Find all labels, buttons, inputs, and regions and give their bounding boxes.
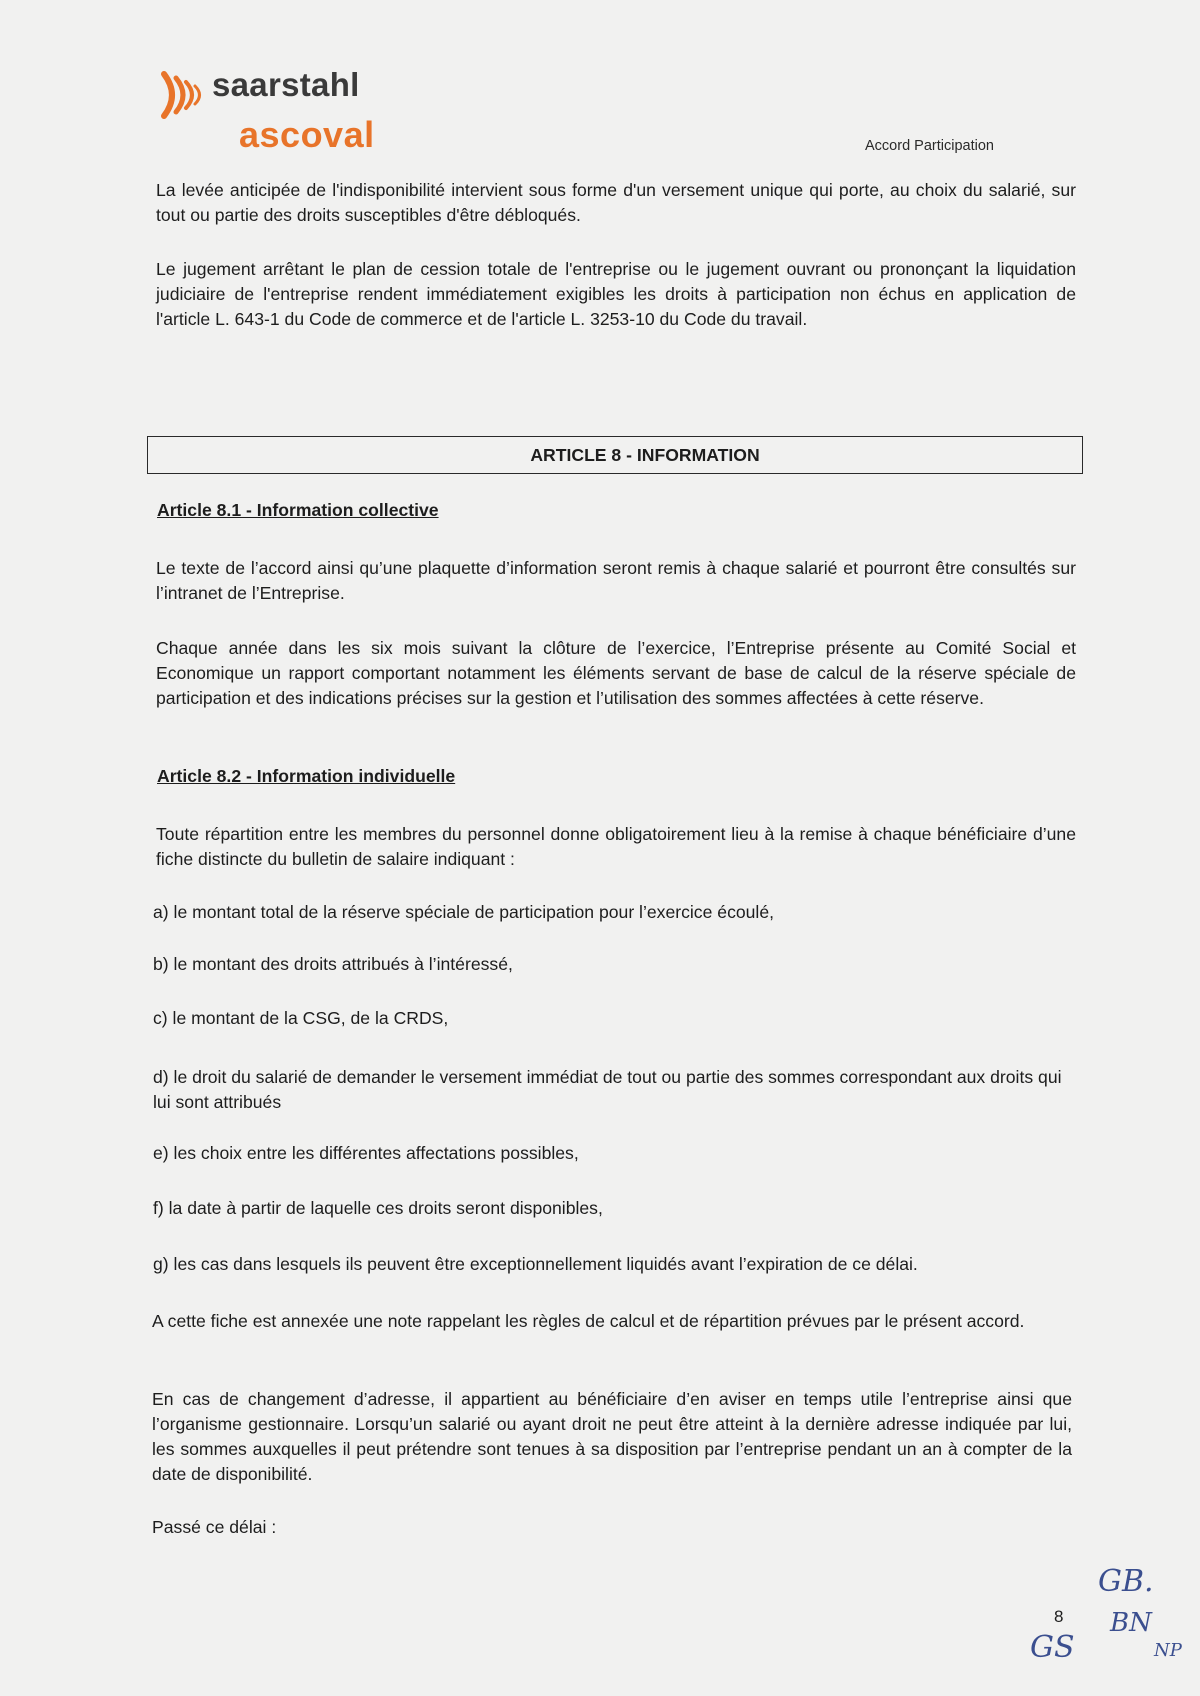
list-item-d: d) le droit du salarié de demander le versement immédiat de tout ou partie des sommes correspondant aux droits qui lui sont attribués xyxy=(153,1067,1062,1112)
article-title-box xyxy=(147,436,1083,474)
list-item-c: c) le montant de la CSG, de la CRDS, xyxy=(153,1008,449,1028)
handwritten-initials-np: NP xyxy=(1154,1640,1182,1661)
paragraph-collective-1: Le texte de l’accord ainsi qu’une plaquette d’information seront remis à chaque salarié et pourront être consultés sur l’intranet de l’Entreprise. xyxy=(156,558,1076,603)
subheading-information-individuelle: Article 8.2 - Information individuelle xyxy=(157,766,456,786)
handwritten-initials-bn: BN xyxy=(1110,1608,1152,1638)
paragraph-individual-intro: Toute répartition entre les membres du personnel donne obligatoirement lieu à la remise à chaque bénéficiaire d’une fiche distincte du bulletin de salaire indiquant : xyxy=(156,824,1076,869)
logo-text-ascoval: ascoval xyxy=(239,114,375,155)
saarstahl-logo-mark-icon xyxy=(160,70,208,120)
article-title: ARTICLE 8 - INFORMATION xyxy=(530,445,760,465)
paragraph-address: En cas de changement d’adresse, il appartient au bénéficiaire d’en aviser en temps utile l’entreprise ainsi que l’organisme gestionnaire. Lorsqu’un salarié ou ayant droit ne peut être atteint à la dernière adresse indiquée par lui, les sommes auxquelles il peut prétendre sont tenues à sa disposition par l’entreprise pendant un an à compter de la date de disponibilité. xyxy=(152,1389,1072,1484)
list-item-a: a) le montant total de la réserve spéciale de participation pour l’exercice écoulé, xyxy=(153,902,775,922)
subheading-information-collective: Article 8.1 - Information collective xyxy=(157,500,439,520)
page-number: 8 xyxy=(1054,1607,1064,1626)
document-label: Accord Participation xyxy=(865,138,994,154)
list-item-e: e) les choix entre les différentes affectations possibles, xyxy=(153,1143,579,1163)
paragraph-note: A cette fiche est annexée une note rappelant les règles de calcul et de répartition prévues par le présent accord. xyxy=(152,1311,1025,1331)
logo-text-saarstahl: saarstahl xyxy=(212,66,360,103)
paragraph-judgment: Le jugement arrêtant le plan de cession totale de l'entreprise ou le jugement ouvrant ou prononçant la liquidation judiciaire de l'entreprise rendent immédiatement exigibles les droits à participation non échus en application de l'article L. 643-1 du Code de commerce et de l'article L. 3253-10 du Code du travail. xyxy=(156,259,1076,329)
list-item-b: b) le montant des droits attribués à l’intéressé, xyxy=(153,954,513,974)
paragraph-collective-2: Chaque année dans les six mois suivant la clôture de l’exercice, l’Entreprise présente au Comité Social et Economique un rapport comportant notamment les éléments servant de base de calcul de la réserve spéciale de participation et des indications précises sur la gestion et l’utilisation des sommes affectées à cette réserve. xyxy=(156,638,1076,708)
paragraph-closing: Passé ce délai : xyxy=(152,1517,277,1537)
handwritten-initials-gb: GB. xyxy=(1098,1564,1154,1599)
list-item-g: g) les cas dans lesquels ils peuvent être exceptionnellement liquidés avant l’expiration de ce délai. xyxy=(153,1254,918,1274)
paragraph-early-release: La levée anticipée de l'indisponibilité intervient sous forme d'un versement unique qui porte, au choix du salarié, sur tout ou partie des droits susceptibles d'être débloqués. xyxy=(156,180,1076,225)
handwritten-initials-gs: GS xyxy=(1030,1630,1075,1665)
list-item-f: f) la date à partir de laquelle ces droits seront disponibles, xyxy=(153,1198,603,1218)
